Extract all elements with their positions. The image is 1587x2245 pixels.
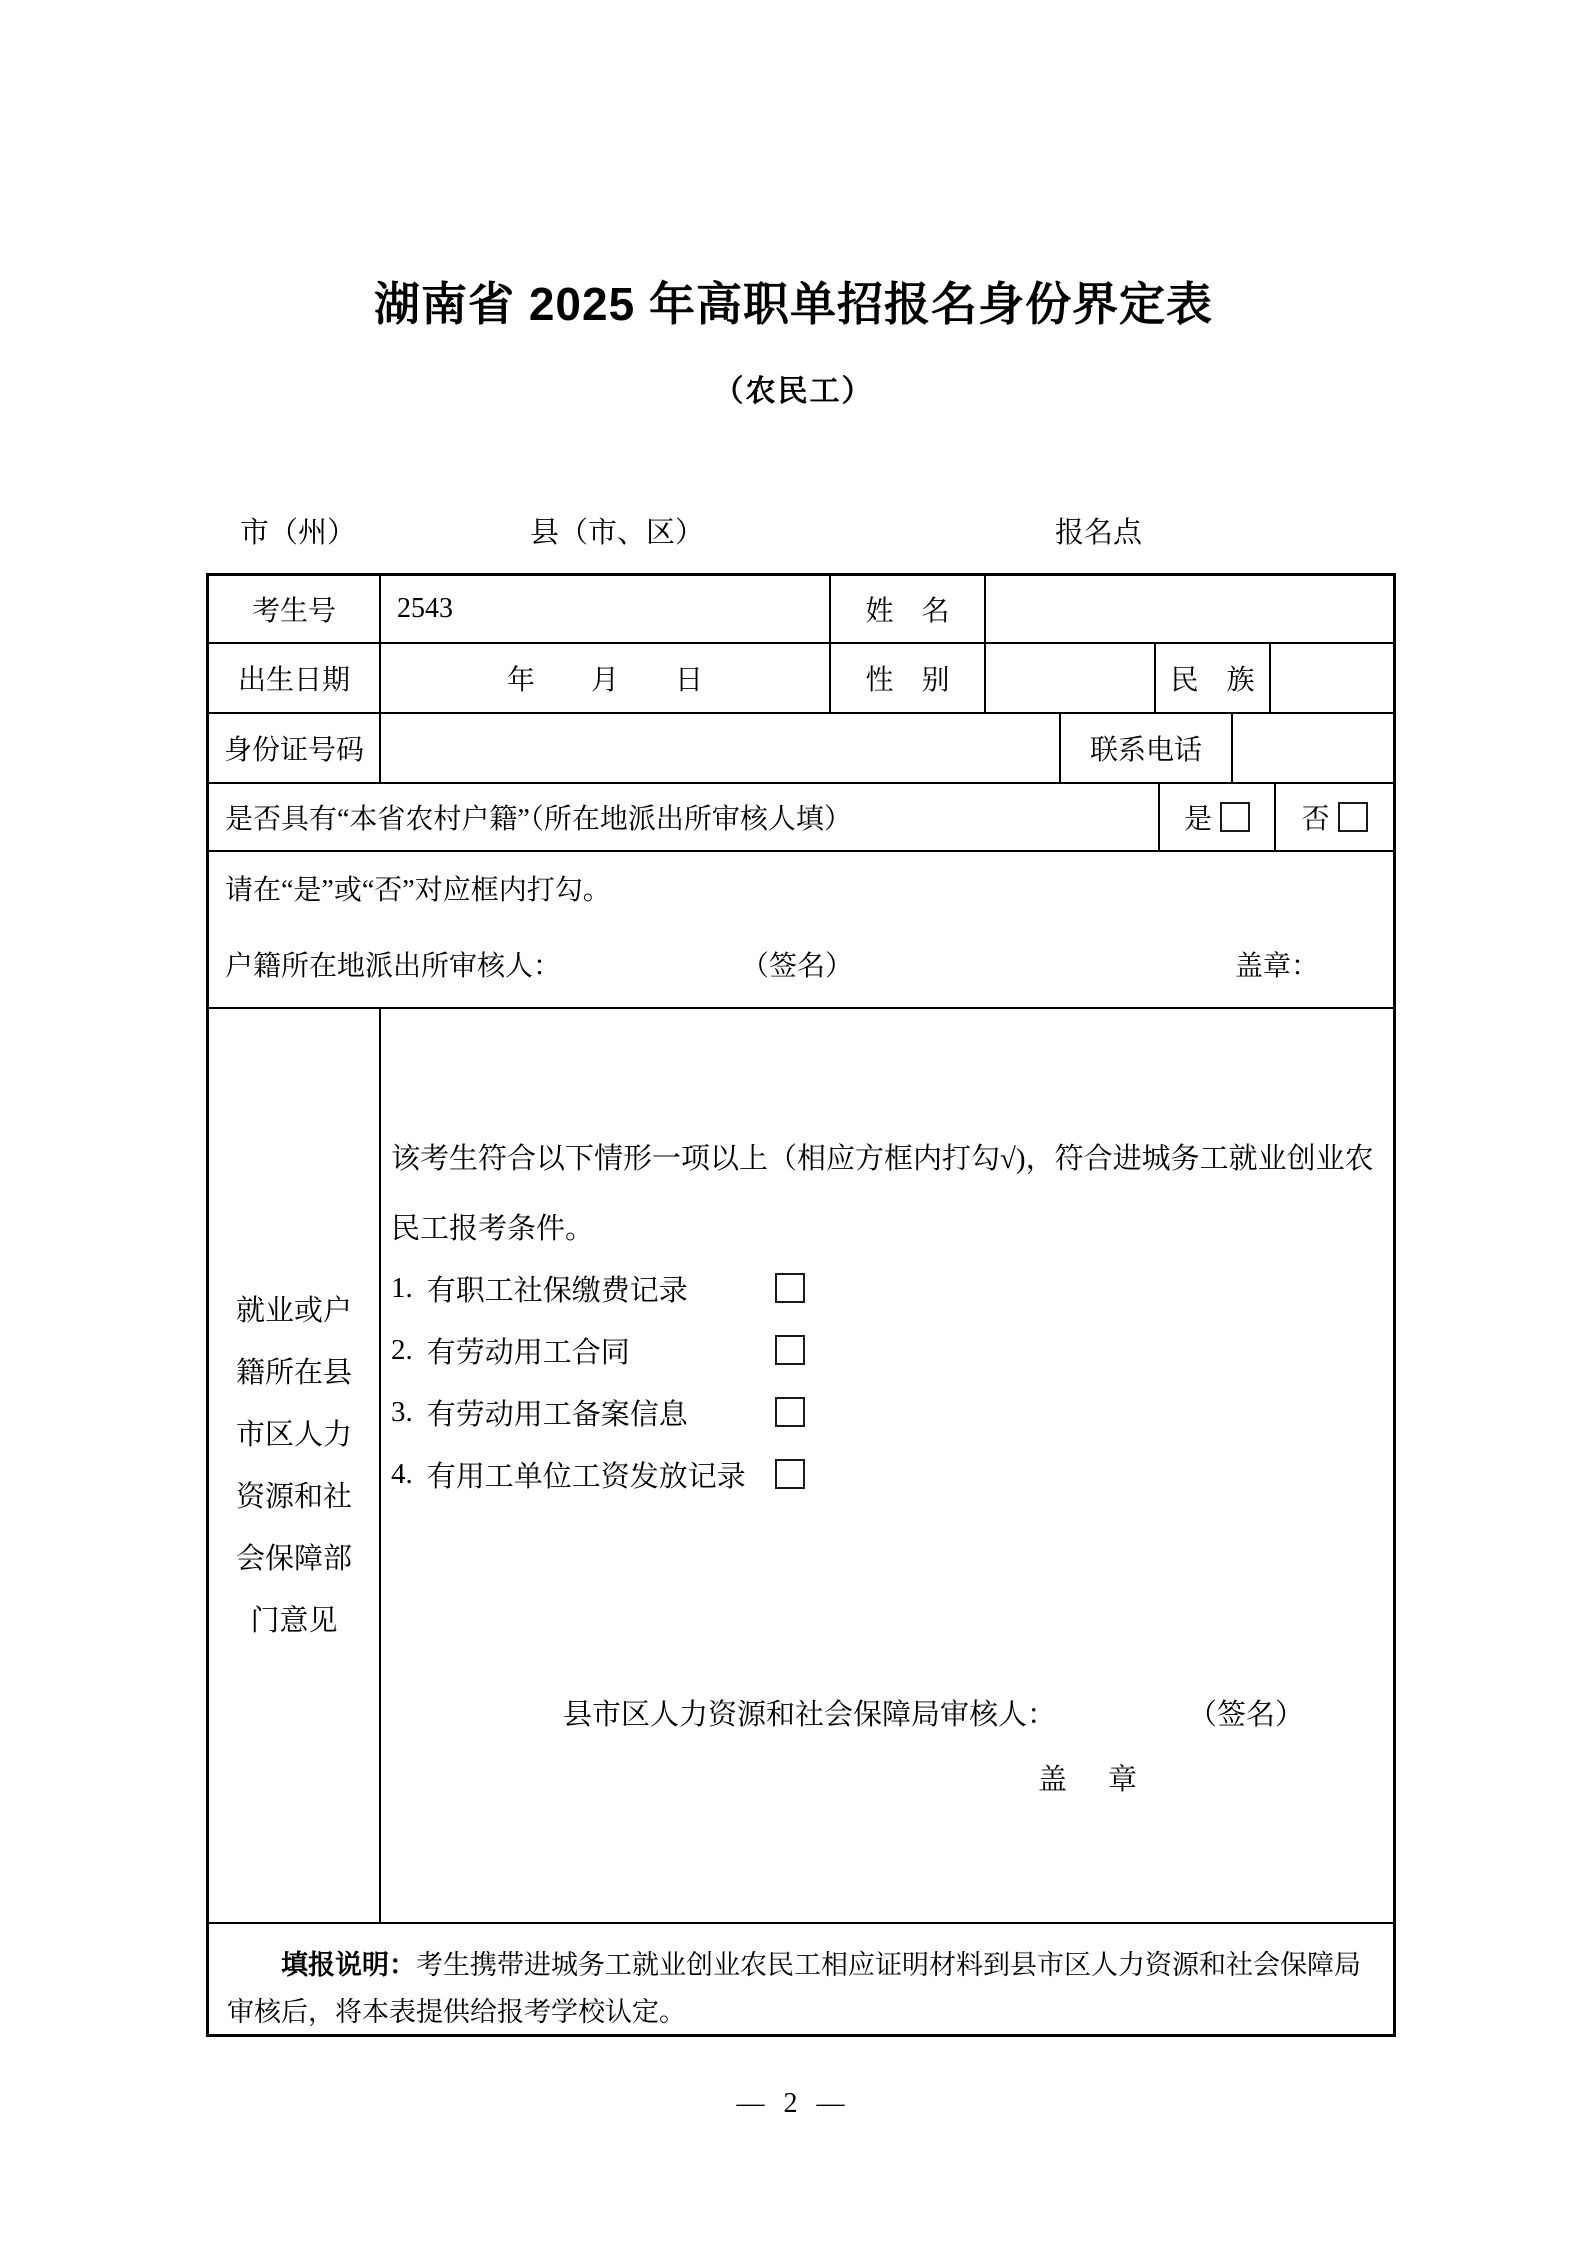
id-number-label: 身份证号码 <box>209 714 381 782</box>
opinion-content-cell <box>381 1009 1393 1922</box>
row-filing-note <box>209 1924 1393 2034</box>
hr-reviewer-label: 县市区人力资源和社会保障局审核人： <box>563 1699 1057 1731</box>
birthdate-placeholder[interactable]: 年 月 日 <box>381 644 831 712</box>
page-subtitle: （农民工） <box>713 375 874 408</box>
yes-option <box>1160 784 1276 850</box>
rural-registration-question: 是否具有“本省农村户籍”（所在地派出所审核人填） <box>209 784 1160 850</box>
phone-label: 联系电话 <box>1061 714 1233 782</box>
item-number: 1. <box>391 1271 413 1304</box>
phone-value[interactable] <box>1233 714 1393 782</box>
identity-form-table <box>206 573 1396 2037</box>
item-text: 有用工单位工资发放记录 <box>426 1460 746 1493</box>
opinion-label-line: 资源和社 <box>235 1480 352 1513</box>
name-label: 姓 名 <box>831 576 986 642</box>
item-checkbox[interactable] <box>775 1335 805 1365</box>
city-label: 市（州） <box>240 517 357 549</box>
page-number: — 2 — <box>736 2088 851 2119</box>
item-number: 4. <box>391 1457 413 1490</box>
opinion-label-line: 就业或户 <box>235 1294 352 1327</box>
ethnicity-value[interactable] <box>1271 644 1393 712</box>
name-value[interactable] <box>986 576 1393 642</box>
note-prefix: 填报说明： <box>281 1950 416 1980</box>
item-checkbox[interactable] <box>775 1273 805 1303</box>
county-label: 县（市、区） <box>530 517 705 549</box>
police-signature-hint: （签名） <box>741 951 854 982</box>
checklist-item <box>391 1381 1381 1443</box>
yes-label: 是 <box>1183 804 1212 835</box>
item-number: 2. <box>391 1333 413 1366</box>
registration-site-label: 报名点 <box>1055 517 1143 549</box>
gender-label: 性 别 <box>831 644 986 712</box>
opinion-label-line: 门意见 <box>250 1604 338 1637</box>
row-birthdate <box>209 644 1393 714</box>
gender-value[interactable] <box>986 644 1156 712</box>
opinion-label-line: 会保障部 <box>235 1542 352 1575</box>
item-text: 有劳动用工备案信息 <box>426 1398 688 1431</box>
row-police-review <box>209 852 1393 1009</box>
checklist-item <box>391 1319 1381 1381</box>
opinion-section-label <box>209 1009 381 1922</box>
condition-checklist <box>391 1257 1381 1505</box>
item-checkbox[interactable] <box>775 1397 805 1427</box>
hr-reviewer-line <box>381 1692 1393 1732</box>
checklist-item <box>391 1257 1381 1319</box>
opinion-label-line: 市区人力 <box>235 1418 352 1451</box>
item-text: 有劳动用工合同 <box>426 1336 630 1369</box>
exam-number-value[interactable]: 2543 <box>381 576 831 642</box>
opinion-label-line: 籍所在县 <box>235 1356 352 1389</box>
filing-note <box>227 1942 1375 2036</box>
page-title: 湖南省 2025 年高职单招报名身份界定表 <box>374 278 1213 330</box>
filing-note-cell <box>209 1924 1393 2034</box>
item-checkbox[interactable] <box>775 1459 805 1489</box>
id-number-value[interactable] <box>381 714 1061 782</box>
row-rural-registration <box>209 784 1393 852</box>
police-reviewer-label: 户籍所在地派出所审核人： <box>225 951 562 982</box>
item-number: 3. <box>391 1395 413 1428</box>
checklist-item <box>391 1443 1381 1505</box>
opinion-intro: 该考生符合以下情形一项以上（相应方框内打勾√)，符合进城务工就业创业农民工报考条件。 <box>391 1143 1374 1245</box>
row-exam-number <box>209 576 1393 644</box>
police-seal-label: 盖章： <box>1234 951 1319 982</box>
tick-instruction: 请在“是”或“否”对应框内打勾。 <box>225 875 611 906</box>
birthdate-label: 出生日期 <box>209 644 381 712</box>
hr-signature-hint: （签名） <box>1188 1699 1305 1731</box>
row-id-number <box>209 714 1393 784</box>
item-text: 有职工社保缴费记录 <box>426 1274 688 1307</box>
no-checkbox[interactable] <box>1338 802 1368 832</box>
row-hr-opinion <box>209 1009 1393 1924</box>
police-review-cell <box>209 852 1393 1007</box>
yes-checkbox[interactable] <box>1220 802 1250 832</box>
no-option <box>1276 784 1393 850</box>
hr-seal-label: 盖 章 <box>1038 1764 1144 1796</box>
no-label: 否 <box>1301 804 1330 835</box>
ethnicity-label: 民 族 <box>1156 644 1271 712</box>
location-line <box>0 510 1587 550</box>
exam-number-label: 考生号 <box>209 576 381 642</box>
note-body: 考生携带进城务工就业创业农民工相应证明材料到县市区人力资源和社会保障局审核后，将本表提供给报考学校认定。 <box>227 1950 1361 2027</box>
